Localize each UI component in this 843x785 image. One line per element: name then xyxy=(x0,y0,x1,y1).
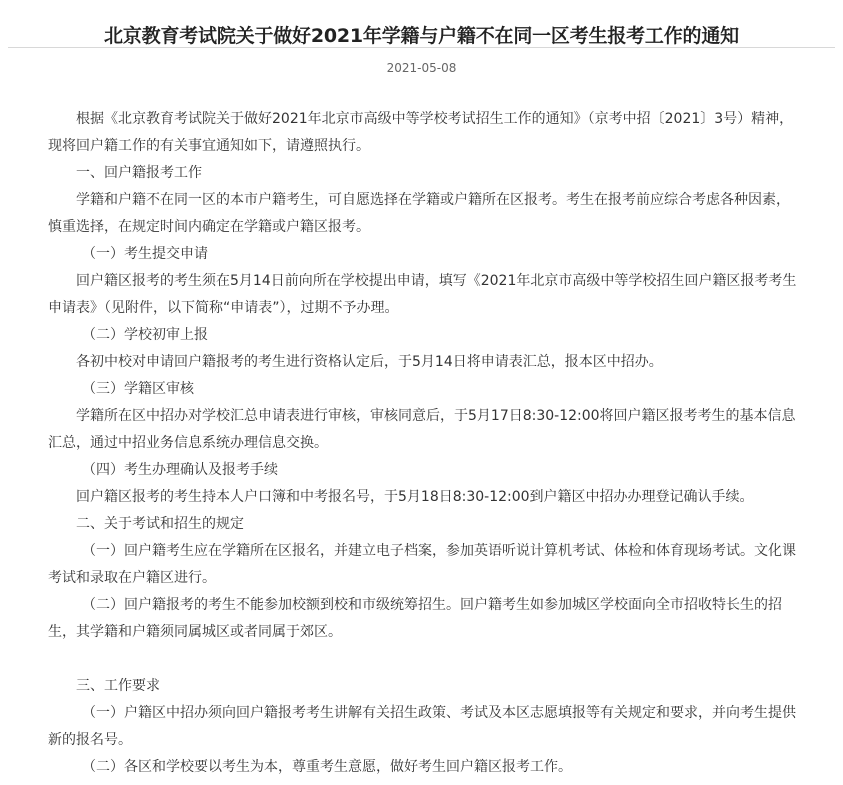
paragraph: 回户籍区报考的考生须在5月14日前向所在学校提出申请，填写《2021年北京市高级中等学校招生回户籍区报考考生申请表》（见附件，以下简称“申请表”），过期不予办理。 xyxy=(48,273,797,316)
subsection-heading: （四）考生办理确认及报考手续 xyxy=(82,462,278,478)
subsection-heading: （三）学籍区审核 xyxy=(82,381,194,397)
paragraph: （一）回户籍考生应在学籍所在区报名，并建立电子档案，参加英语听说计算机考试、体检和体育现场考试。文化课考试和录取在户籍区进行。 xyxy=(48,543,796,586)
title-divider xyxy=(8,47,835,48)
article-body xyxy=(48,106,803,781)
paragraph: （二）各区和学校要以考生为本，尊重考生意愿，做好考生回户籍区报考工作。 xyxy=(82,759,572,775)
paragraph: （一）户籍区中招办须向回户籍报考考生讲解有关招生政策、考试及本区志愿填报等有关规定和要求，并向考生提供新的报名号。 xyxy=(48,705,796,748)
section-heading: 一、回户籍报考工作 xyxy=(76,165,202,181)
subsection-heading: （二）学校初审上报 xyxy=(82,327,208,343)
section-heading: 二、关于考试和招生的规定 xyxy=(76,516,244,532)
page-title: 北京教育考试院关于做好2021年学籍与户籍不在同一区考生报考工作的通知 xyxy=(104,24,739,47)
paragraph: （二）回户籍报考的考生不能参加校额到校和市级统筹招生。回户籍考生如参加城区学校面向全市招收特长生的招生，其学籍和户籍须同属城区或者同属于郊区。 xyxy=(48,597,782,640)
paragraph-intro: 根据《北京教育考试院关于做好2021年北京市高级中等学校考试招生工作的通知》（京考中招〔2021〕3号）精神，现将回户籍工作的有关事宜通知如下，请遵照执行。 xyxy=(48,111,794,154)
paragraph: 学籍和户籍不在同一区的本市户籍考生，可自愿选择在学籍或户籍所在区报考。考生在报考前应综合考虑各种因素，慎重选择，在规定时间内确定在学籍或户籍区报考。 xyxy=(48,192,790,235)
section-heading: 三、工作要求 xyxy=(76,678,160,694)
publish-date: 2021-05-08 xyxy=(386,61,457,75)
paragraph: 回户籍区报考的考生持本人户口簿和中考报名号，于5月18日8:30-12:00到户籍区中招办办理登记确认手续。 xyxy=(76,489,754,505)
subsection-heading: （一）考生提交申请 xyxy=(82,246,208,262)
paragraph: 各初中校对申请回户籍报考的考生进行资格认定后，于5月14日将申请表汇总，报本区中招办。 xyxy=(76,354,663,370)
paragraph: 学籍所在区中招办对学校汇总申请表进行审核，审核同意后，于5月17日8:30-12:00将回户籍区报考考生的基本信息汇总，通过中招业务信息系统办理信息交换。 xyxy=(48,408,796,451)
paragraph-spacer xyxy=(48,646,803,673)
